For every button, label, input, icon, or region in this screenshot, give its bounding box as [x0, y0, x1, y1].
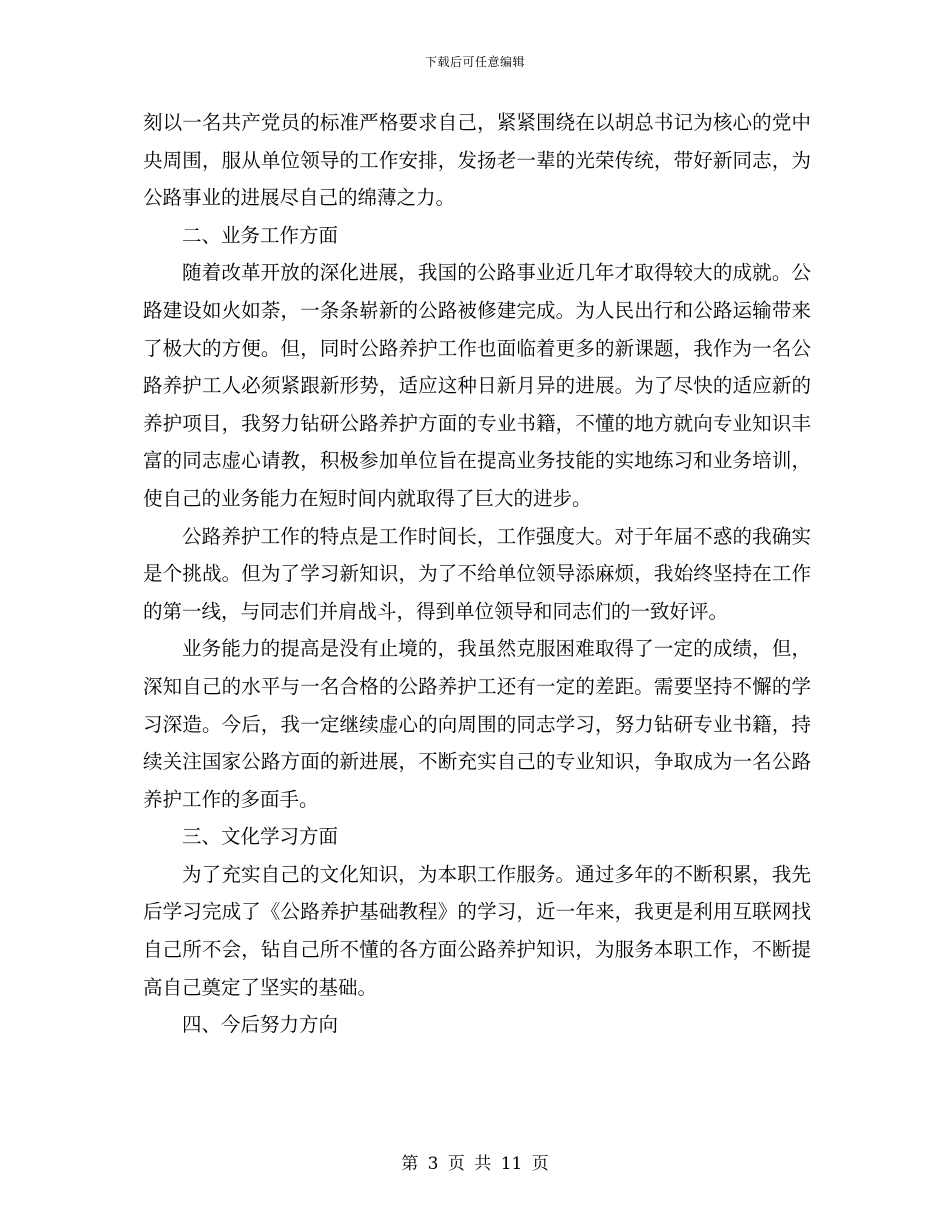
page-number-footer: 第 3 页 共 11 页 [401, 1154, 549, 1174]
section-heading-cultural-study: 三、文化学习方面 [182, 825, 339, 849]
section-heading-business-work: 二、业务工作方面 [182, 223, 339, 247]
section-heading-future-direction: 四、今后努力方向 [182, 1013, 339, 1037]
paragraph-work-characteristics: 公路养护工作的特点是工作时间长，工作强度大。对于年届不惑的我确实是个挑战。但为了学习新知识，为了不给单位领导添麻烦，我始终坚持在工作的第一线，与同志们并肩战斗，得到单位领导和同志们的一致好评。 [143, 524, 811, 623]
paragraph-business-development: 随着改革开放的深化进展，我国的公路事业近几年才取得较大的成就。公路建设如火如荼，一条条崭新的公路被修建完成。为人民出行和公路运输带来了极大的方便。但，同时公路养护工作也面临着更多的新课题，我作为一名公路养护工人必须紧跟新形势，适应这种日新月异的进展。为了尽快的适应新的养护项目，我努力钻研公路养护方面的专业书籍，不懂的地方就向专业知识丰富的同志虚心请教，积极参加单位旨在提高业务技能的实地练习和业务培训，使自己的业务能力在短时间内就取得了巨大的进步。 [143, 261, 811, 510]
paragraph-ability-improvement: 业务能力的提高是没有止境的，我虽然克服困难取得了一定的成绩，但，深知自己的水平与一名合格的公路养护工还有一定的差距。需要坚持不懈的学习深造。今后，我一定继续虚心的向周围的同志学习，努力钻研专业书籍，持续关注国家公路方面的新进展，不断充实自己的专业知识，争取成为一名公路养护工作的多面手。 [143, 637, 811, 811]
paragraph-cultural-study: 为了充实自己的文化知识，为本职工作服务。通过多年的不断积累，我先后学习完成了《公路养护基础教程》的学习，近一年来，我更是利用互联网找自己所不会，钻自己所不懂的各方面公路养护知识，为服务本职工作，不断提高自己奠定了坚实的基础。 [143, 862, 811, 999]
document-body [143, 104, 811, 1044]
page-header-note: 下载后可任意编辑 [424, 55, 525, 69]
paragraph-continued: 刻以一名共产党员的标准严格要求自己，紧紧围绕在以胡总书记为核心的党中央周围，服从单位领导的工作安排，发扬老一辈的光荣传统，带好新同志，为公路事业的进展尽自己的绵薄之力。 [143, 111, 811, 210]
